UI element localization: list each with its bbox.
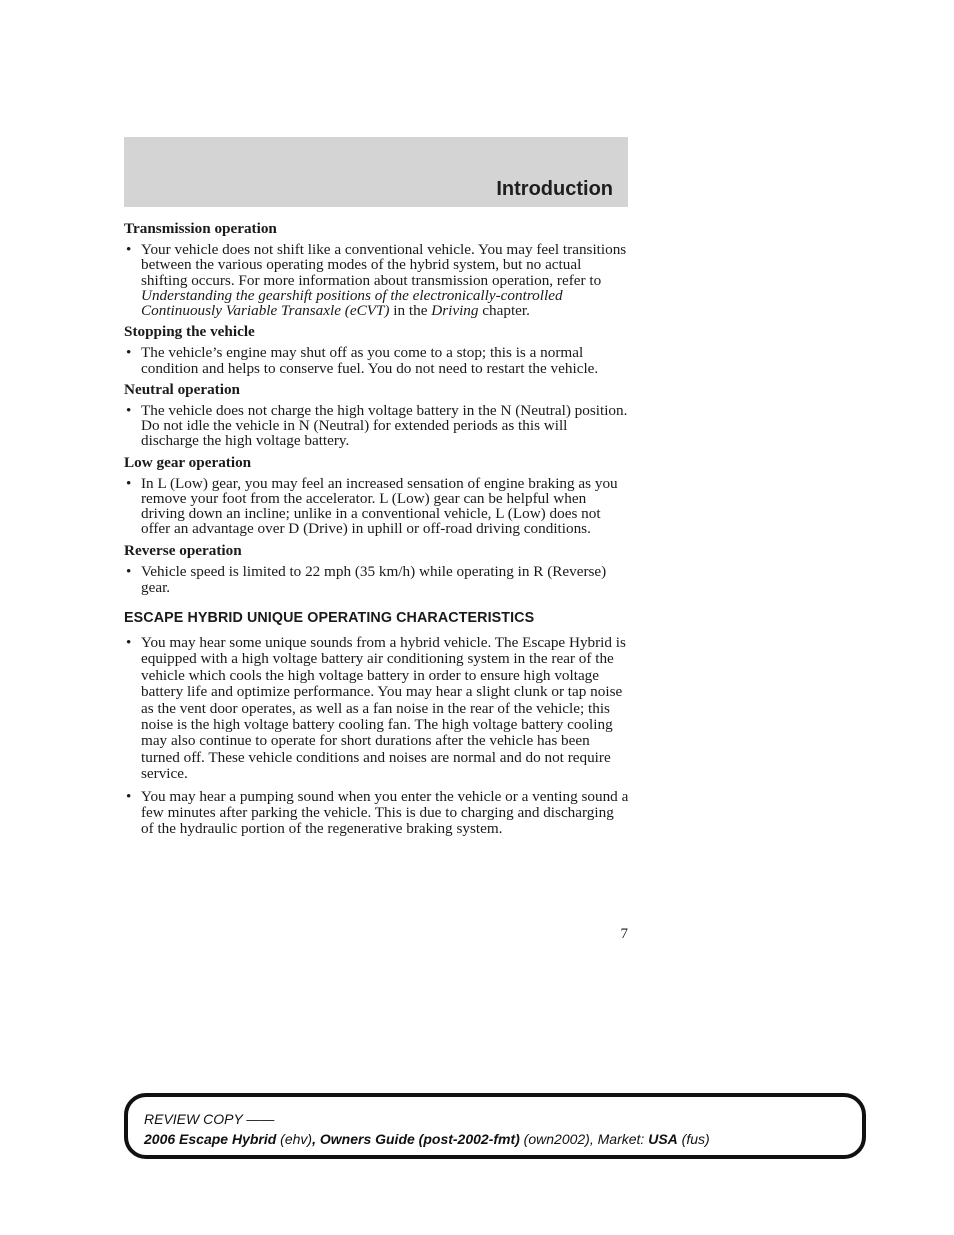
heading-transmission-operation: Transmission operation: [124, 220, 277, 237]
model-code: (ehv): [276, 1131, 313, 1147]
list-item: [124, 242, 629, 318]
model-name: 2006 Escape Hybrid: [144, 1131, 277, 1147]
section-title: Introduction: [496, 178, 613, 200]
list-item: [124, 403, 629, 449]
list-item: [124, 476, 629, 537]
market-label: , Market:: [589, 1131, 649, 1147]
bullet-icon: •: [126, 474, 132, 492]
publication-info: [144, 1131, 710, 1147]
guide-name: Owners Guide (post-2002-fmt): [319, 1131, 520, 1147]
bullet-icon: •: [126, 787, 132, 805]
bullet-text: The vehicle does not charge the high voltage battery in the N (Neutral) position. Do not idle the vehicle in N (Neutral) for extended periods as this will discharge the high voltage battery.: [141, 402, 628, 450]
section-header-band: [124, 137, 628, 207]
list-item: [124, 635, 629, 783]
bullet-text: in the: [389, 302, 432, 320]
bullet-icon: •: [126, 402, 132, 420]
heading-neutral-operation: Neutral operation: [124, 380, 240, 398]
separator: ,: [312, 1131, 320, 1147]
heading-escape-hybrid-characteristics: ESCAPE HYBRID UNIQUE OPERATING CHARACTERISTICS: [124, 609, 535, 626]
heading-stopping-the-vehicle: Stopping the vehicle: [124, 323, 255, 341]
bullet-text: Vehicle speed is limited to 22 mph (35 km/h) while operating in R (Reverse) gear.: [141, 562, 607, 597]
bullet-icon: •: [126, 633, 132, 651]
list-item: [124, 345, 629, 375]
page-number: 7: [620, 926, 628, 942]
chapter-reference: Driving: [431, 302, 479, 320]
list-item: [124, 564, 629, 597]
bullet-text: You may hear a pumping sound when you enter the vehicle or a venting sound a few minutes after parking the vehicle. This is due to charging and discharging of the hydraulic portion of the regenerative braking system.: [141, 787, 629, 838]
page-body: [124, 221, 629, 844]
heading-low-gear-operation: Low gear operation: [124, 453, 252, 471]
list-item: [124, 789, 629, 838]
market-code: (fus): [677, 1131, 710, 1147]
heading-reverse-operation: Reverse operation: [124, 541, 242, 559]
bullet-text: chapter.: [478, 302, 530, 320]
bullet-text: The vehicle’s engine may shut off as you come to a stop; this is a normal condition and helps to conserve fuel. You do not need to restart the vehicle.: [141, 344, 599, 377]
review-copy-label: REVIEW COPY ——: [144, 1111, 275, 1127]
bullet-text: Your vehicle does not shift like a conventional vehicle. You may feel transitions between the various operating modes of the hybrid system, but no actual shifting occurs. For more information about transmission operation, refer to: [141, 241, 627, 289]
bullet-text: In L (Low) gear, you may feel an increased sensation of engine braking as you remove your foot from the accelerator. L (Low) gear can be helpful when driving down an incline; unlike in a conventional vehicle, L (Low) does not offer an advantage over D (Drive) in uphill or off-road driving conditions.: [141, 474, 618, 538]
bullet-icon: •: [126, 344, 132, 362]
review-copy-footer: [124, 1093, 866, 1159]
bullet-icon: •: [126, 562, 132, 580]
bullet-text: You may hear some unique sounds from a hybrid vehicle. The Escape Hybrid is equipped with a high voltage battery air conditioning system in the rear of the vehicle which cools the high voltage battery in order to ensure high voltage battery life and optimize performance. You may hear a slight clunk or tap noise as the vent door operates, as well as a fan noise in the rear of the vehicle; this noise is the high voltage battery cooling fan. The high voltage battery cooling may also continue to operate for short durations after the vehicle has been turned off. These vehicle conditions and noises are normal and do not require service.: [141, 633, 626, 783]
market-name: USA: [648, 1131, 678, 1147]
cross-reference: Understanding the gearshift positions of the electronically-controlled Continuously Variable Transaxle (eCVT): [141, 286, 563, 320]
guide-code: (own2002): [519, 1131, 590, 1147]
bullet-icon: •: [126, 241, 132, 259]
